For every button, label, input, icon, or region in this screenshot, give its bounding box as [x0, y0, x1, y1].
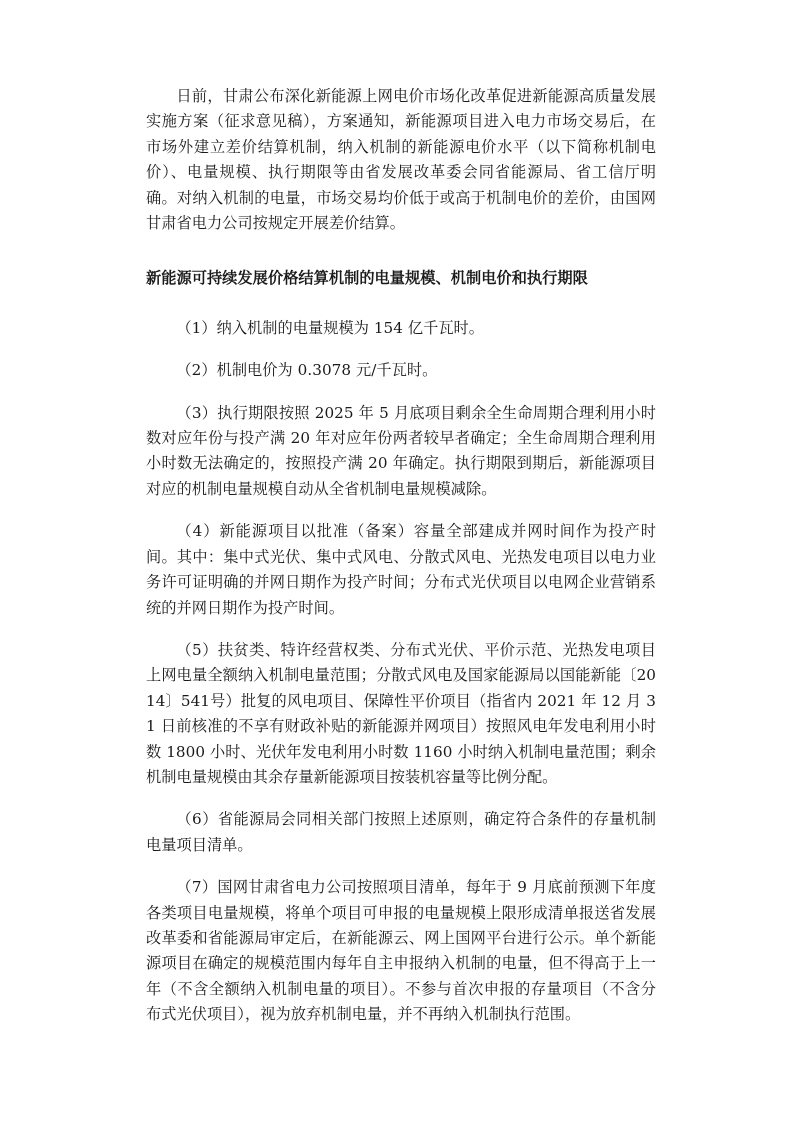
document-content — [146, 84, 656, 1045]
lead-paragraph: 日前，甘肃公布深化新能源上网电价市场化改革促进新能源高质量发展实施方案（征求意见稿），方案通知，新能源项目进入电力市场交易后，在市场外建立差价结算机制，纳入机制的新能源电价水平（以下简称机制电价）、电量规模、执行期限等由省发展改革委会同省能源局、省工信厅明确。对纳入机制的电量，市场交易均价低于或高于机制电价的差价，由国网甘肃省电力公司按规定开展差价结算。 — [146, 87, 656, 233]
section-heading: 新能源可持续发展价格结算机制的电量规模、机制电价和执行期限 — [146, 269, 588, 288]
item-6-paragraph: （6）省能源局会同相关部门按照上述原则，确定符合条件的存量机制电量项目清单。 — [146, 810, 656, 854]
item-7-paragraph: （7）国网甘肃省电力公司按照项目清单，每年于 9 月底前预测下年度各类项目电量规模，将单个项目可申报的电量规模上限形成清单报送省发展改革委和省能源局审定后，在新能源云、网上国网平台进行公示。单个新能源项目在确定的规模范围内每年自主申报纳入机制的电量，但不得高于上一年（不含全额纳入机制电量的项目）。不参与首次申报的存量项目（不含分布式光伏项目），视为放弃机制电量，并不再纳入机制执行范围。 — [146, 878, 656, 1024]
item-2-paragraph: （2）机制电价为 0.3078 元/千瓦时。 — [176, 361, 438, 380]
item-3-paragraph: （3）执行期限按照 2025 年 5 月底项目剩余全生命周期合理利用小时数对应年份与投产满 20 年对应年份两者较早者确定；全生命周期合理利用小时数无法确定的，按照投产满 20 年确定。执行期限到期后，新能源项目对应的机制电量规模自动从全省机制电量规模减除。 — [146, 403, 656, 498]
item-4-paragraph: （4）新能源项目以批准（备案）容量全部建成并网时间作为投产时间。其中：集中式光伏、集中式风电、分散式风电、光热发电项目以电力业务许可证明确的并网日期作为投产时间；分布式光伏项目以电网企业营销系统的并网日期作为投产时间。 — [146, 522, 656, 617]
item-5-paragraph: （5）扶贫类、特许经营权类、分布式光伏、平价示范、光热发电项目上网电量全额纳入机制电量范围；分散式风电及国家能源局以国能新能〔2014〕541号）批复的风电项目、保障性平价项目（指省内 2021 年 12 月 31 日前核准的不享有财政补贴的新能源并网项目）按照风电年发电利用小时数 1800 小时、光伏年发电利用小时数 1160 小时纳入机制电量范围；剩余机制电量规模由其余存量新能源项目按装机容量等比例分配。 — [146, 640, 656, 786]
item-1-paragraph: （1）纳入机制的电量规模为 154 亿千瓦时。 — [176, 318, 485, 337]
